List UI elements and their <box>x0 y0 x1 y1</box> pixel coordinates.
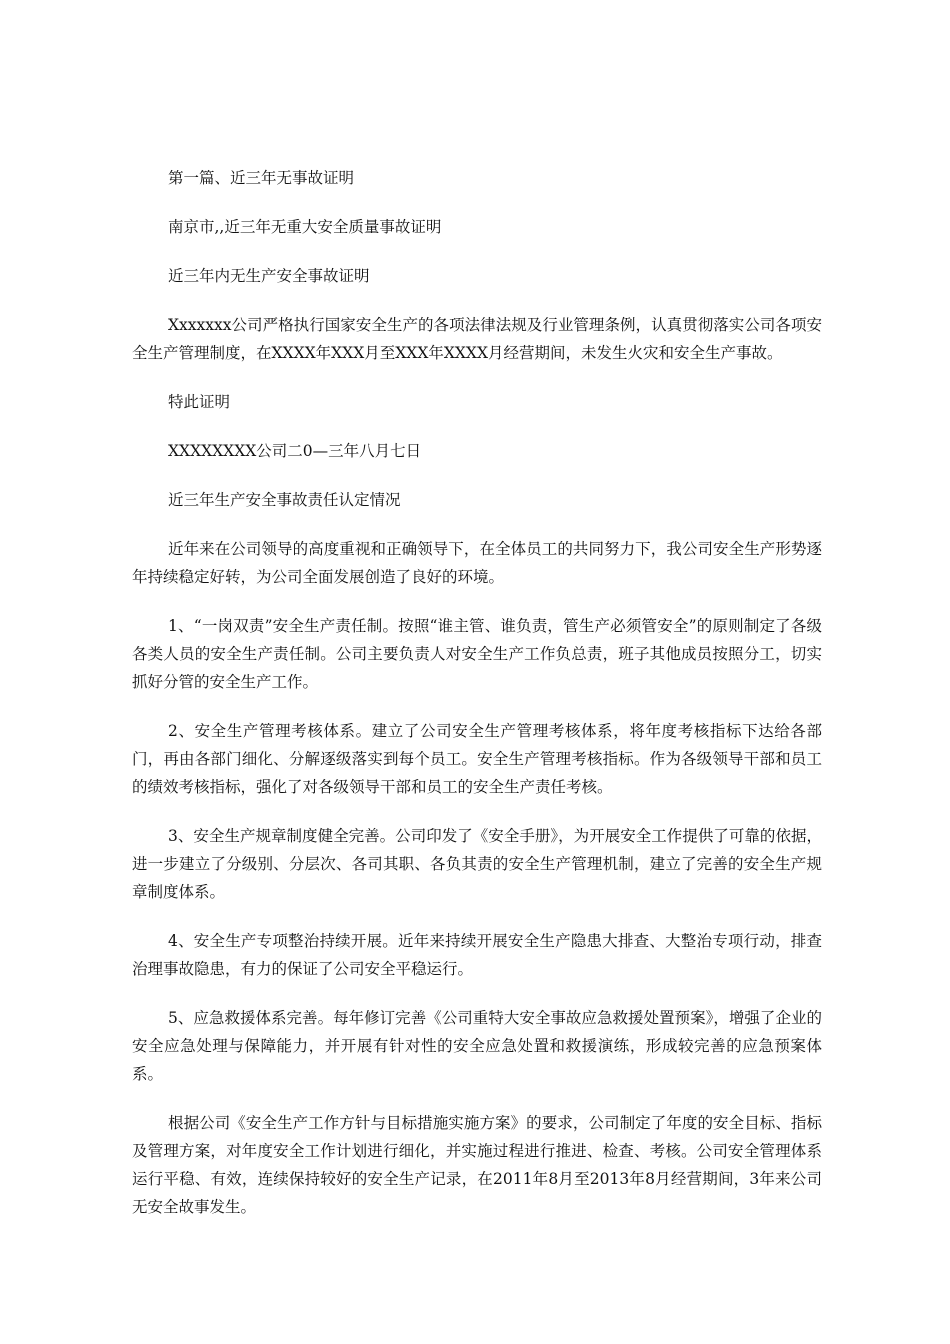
report-item-2: 2、安全生产管理考核体系。建立了公司安全生产管理考核体系，将年度考核指标下达给各部门，再由各部门细化、分解逐级落实到每个员工。安全生产管理考核指标。作为各级领导干部和员工的绩效考核指标，强化了对各级领导干部和员工的安全生产责任考核。 <box>132 722 822 796</box>
report-title: 近三年生产安全事故责任认定情况 <box>168 491 401 509</box>
certificate-subtitle: 近三年内无生产安全事故证明 <box>168 267 370 285</box>
report-conclusion: 根据公司《安全生产工作方针与目标措施实施方案》的要求，公司制定了年度的安全目标、指标及管理方案，对年度安全工作计划进行细化，并实施过程进行推进、检查、考核。公司安全管理体系运行平稳、有效，连续保持较好的安全生产记录，在2011年8月至2013年8月经营期间，3年来公司无安全故事发生。 <box>132 1114 822 1216</box>
report-item-5: 5、应急救援体系完善。每年修订完善《公司重特大安全事故应急救援处置预案》，增强了企业的安全应急处理与保障能力，并开展有针对性的安全应急处置和救援演练，形成较完善的应急预案体系。 <box>132 1009 822 1083</box>
section-heading: 第一篇、近三年无事故证明 <box>168 169 355 187</box>
report-item-1: 1、“一岗双责”安全生产责任制。按照“谁主管、谁负责，管生产必须管安全”的原则制定了各级各类人员的安全生产责任制。公司主要负责人对安全生产工作负总责，班子其他成员按照分工，切实抓好分管的安全生产工作。 <box>132 617 822 691</box>
report-item-4: 4、安全生产专项整治持续开展。近年来持续开展安全生产隐患大排查、大整治专项行动，排查治理事故隐患，有力的保证了公司安全平稳运行。 <box>132 932 822 978</box>
certificate-title: 南京市,,近三年无重大安全质量事故证明 <box>168 218 442 236</box>
certificate-signature-date: XXXXXXXX公司二0—三年八月七日 <box>168 442 422 460</box>
report-item-3: 3、安全生产规章制度健全完善。公司印发了《安全手册》，为开展安全工作提供了可靠的依据，进一步建立了分级别、分层次、各司其职、各负其责的安全生产管理机制，建立了完善的安全生产规章制度体系。 <box>132 827 822 901</box>
document-body <box>132 164 822 1242</box>
report-intro: 近年来在公司领导的高度重视和正确领导下，在全体员工的共同努力下，我公司安全生产形势逐年持续稳定好转，为公司全面发展创造了良好的环境。 <box>132 540 822 586</box>
certificate-body: Xxxxxxx公司严格执行国家安全生产的各项法律法规及行业管理条例，认真贯彻落实公司各项安全生产管理制度，在XXXX年XXX月至XXX年XXXX月经营期间，未发生火灾和安全生产事故。 <box>132 316 822 362</box>
certificate-closing: 特此证明 <box>168 393 231 411</box>
